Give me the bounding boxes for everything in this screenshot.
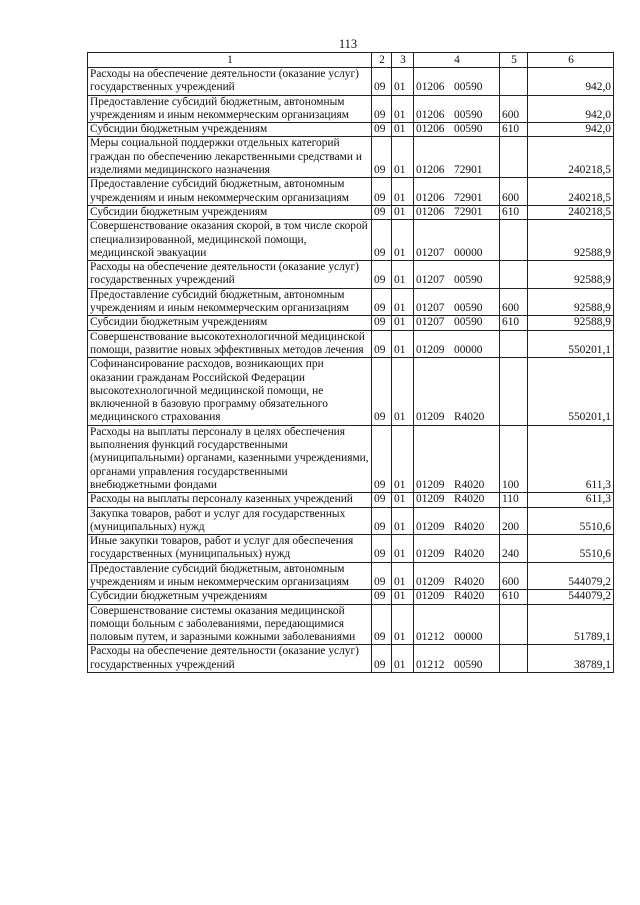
row-target-article-cell [414,493,500,507]
target-article-direction-code: 00000 [454,246,483,259]
target-article-direction-code: 00590 [454,302,483,315]
row-subsection-cell: 01 [392,358,414,425]
row-target-article-cell [414,205,500,219]
row-expense-type-cell: 610 [500,590,528,604]
row-target-article-cell [414,562,500,590]
row-amount-cell: 611,3 [528,493,614,507]
target-article-program-code: 01209 [416,411,445,424]
row-amount-cell: 5510,6 [528,507,614,535]
row-target-article-cell [414,288,500,316]
row-name-cell: Расходы на выплаты персоналу в целях обеспечения выполнения функций государственными (муниципальными) органами, казенными учреждениями, органами управления государственными внебюджетными фондами [88,425,372,492]
table-row [88,178,614,206]
row-amount-cell: 92588,9 [528,288,614,316]
target-article-direction-code: 00590 [454,81,483,94]
row-target-article-cell [414,358,500,425]
target-article-program-code: 01212 [416,631,445,644]
row-section-cell: 09 [372,493,392,507]
target-article-program-code: 01206 [416,191,445,204]
table-row [88,137,614,178]
row-expense-type-cell: 200 [500,507,528,535]
row-subsection-cell: 01 [392,205,414,219]
row-amount-cell: 550201,1 [528,330,614,358]
row-amount-cell: 611,3 [528,425,614,492]
row-expense-type-cell: 610 [500,123,528,137]
table-row [88,220,614,261]
row-target-article-cell [414,316,500,330]
header-cell-expense-type: 5 [500,53,528,68]
row-name-cell: Совершенствование системы оказания медицинской помощи больным с заболеваниями, передающимися половым путем, и заразными кожными заболеваниями [88,604,372,645]
target-article-program-code: 01206 [416,205,445,218]
row-subsection-cell: 01 [392,137,414,178]
row-name-cell: Предоставление субсидий бюджетным, автономным учреждениям и иным некоммерческим организациям [88,562,372,590]
page-number: 113 [338,37,358,51]
row-amount-cell: 240218,5 [528,137,614,178]
row-section-cell: 09 [372,590,392,604]
target-article-program-code: 01209 [416,343,445,356]
row-subsection-cell: 01 [392,645,414,673]
row-name-cell: Иные закупки товаров, работ и услуг для обеспечения государственных (муниципальных) нужд [88,535,372,563]
row-expense-type-cell [500,604,528,645]
row-section-cell: 09 [372,68,392,96]
header-cell-target-article: 4 [414,53,500,68]
row-amount-cell: 544079,2 [528,590,614,604]
table-row [88,425,614,492]
row-expense-type-cell: 600 [500,178,528,206]
row-target-article-cell [414,220,500,261]
row-target-article-cell [414,123,500,137]
header-cell-amount: 6 [528,53,614,68]
row-name-cell: Субсидии бюджетным учреждениям [88,123,372,137]
row-section-cell: 09 [372,288,392,316]
row-section-cell: 09 [372,123,392,137]
target-article-program-code: 01209 [416,520,445,533]
budget-table [87,52,614,673]
table-header-row [88,53,614,68]
row-subsection-cell: 01 [392,288,414,316]
row-section-cell: 09 [372,137,392,178]
row-amount-cell: 5510,6 [528,535,614,563]
header-cell-name: 1 [88,53,372,68]
target-article-direction-code: R4020 [454,590,485,603]
row-section-cell: 09 [372,316,392,330]
row-section-cell: 09 [372,95,392,123]
row-name-cell: Расходы на выплаты персоналу казенных учреждений [88,493,372,507]
table-row [88,590,614,604]
row-target-article-cell [414,604,500,645]
row-target-article-cell [414,137,500,178]
target-article-direction-code: 00590 [454,658,483,671]
target-article-program-code: 01209 [416,478,445,491]
table-row [88,645,614,673]
row-target-article-cell [414,507,500,535]
target-article-program-code: 01206 [416,81,445,94]
target-article-program-code: 01209 [416,548,445,561]
table-row [88,123,614,137]
row-section-cell: 09 [372,425,392,492]
target-article-direction-code: 00590 [454,316,483,329]
row-section-cell: 09 [372,261,392,289]
row-expense-type-cell [500,645,528,673]
row-section-cell: 09 [372,358,392,425]
row-expense-type-cell [500,220,528,261]
target-article-direction-code: 00590 [454,274,483,287]
row-section-cell: 09 [372,205,392,219]
row-expense-type-cell [500,261,528,289]
row-amount-cell: 92588,9 [528,220,614,261]
table-row [88,604,614,645]
target-article-program-code: 01207 [416,274,445,287]
row-section-cell: 09 [372,330,392,358]
row-subsection-cell: 01 [392,535,414,563]
row-section-cell: 09 [372,645,392,673]
row-amount-cell: 942,0 [528,95,614,123]
row-expense-type-cell [500,68,528,96]
table-row [88,493,614,507]
row-target-article-cell [414,261,500,289]
row-expense-type-cell: 600 [500,95,528,123]
row-expense-type-cell [500,358,528,425]
row-expense-type-cell: 110 [500,493,528,507]
row-subsection-cell: 01 [392,493,414,507]
table-row [88,562,614,590]
row-section-cell: 09 [372,178,392,206]
row-name-cell: Расходы на обеспечение деятельности (оказание услуг) государственных учреждений [88,68,372,96]
row-name-cell: Софинансирование расходов, возникающих при оказании гражданам Российской Федерации высокотехнологичной медицинской помощи, не включенной в базовую программу обязательного медицинского страхования [88,358,372,425]
table-row [88,95,614,123]
table-row [88,358,614,425]
row-subsection-cell: 01 [392,316,414,330]
row-expense-type-cell: 100 [500,425,528,492]
target-article-program-code: 01207 [416,246,445,259]
target-article-direction-code: R4020 [454,478,485,491]
target-article-direction-code: R4020 [454,520,485,533]
target-article-program-code: 01209 [416,575,445,588]
row-name-cell: Субсидии бюджетным учреждениям [88,316,372,330]
row-target-article-cell [414,95,500,123]
header-cell-section: 2 [372,53,392,68]
target-article-direction-code: R4020 [454,411,485,424]
row-amount-cell: 550201,1 [528,358,614,425]
row-name-cell: Предоставление субсидий бюджетным, автономным учреждениям и иным некоммерческим организациям [88,95,372,123]
row-amount-cell: 240218,5 [528,205,614,219]
table-row [88,288,614,316]
row-section-cell: 09 [372,562,392,590]
target-article-direction-code: 00590 [454,108,483,121]
target-article-program-code: 01206 [416,164,445,177]
row-target-article-cell [414,330,500,358]
row-target-article-cell [414,178,500,206]
row-name-cell: Субсидии бюджетным учреждениям [88,590,372,604]
target-article-direction-code: R4020 [454,548,485,561]
row-subsection-cell: 01 [392,68,414,96]
row-target-article-cell [414,535,500,563]
target-article-program-code: 01207 [416,316,445,329]
row-subsection-cell: 01 [392,123,414,137]
row-name-cell: Субсидии бюджетным учреждениям [88,205,372,219]
target-article-program-code: 01207 [416,302,445,315]
row-subsection-cell: 01 [392,261,414,289]
table-row [88,316,614,330]
row-subsection-cell: 01 [392,507,414,535]
table-row [88,261,614,289]
row-amount-cell: 942,0 [528,68,614,96]
row-name-cell: Закупка товаров, работ и услуг для государственных (муниципальных) нужд [88,507,372,535]
row-expense-type-cell: 600 [500,288,528,316]
target-article-direction-code: R4020 [454,493,485,506]
target-article-program-code: 01212 [416,658,445,671]
row-expense-type-cell [500,330,528,358]
row-subsection-cell: 01 [392,95,414,123]
row-section-cell: 09 [372,220,392,261]
row-target-article-cell [414,645,500,673]
row-target-article-cell [414,590,500,604]
row-name-cell: Меры социальной поддержки отдельных категорий граждан по обеспечению лекарственными средствами и изделиями медицинского назначения [88,137,372,178]
target-article-direction-code: 72901 [454,191,483,204]
row-expense-type-cell: 240 [500,535,528,563]
row-subsection-cell: 01 [392,330,414,358]
row-name-cell: Совершенствование оказания скорой, в том числе скорой специализированной, медицинской помощи, медицинской эвакуации [88,220,372,261]
target-article-program-code: 01209 [416,590,445,603]
row-amount-cell: 240218,5 [528,178,614,206]
target-article-direction-code: 72901 [454,164,483,177]
row-expense-type-cell: 610 [500,316,528,330]
table-row [88,68,614,96]
row-name-cell: Предоставление субсидий бюджетным, автономным учреждениям и иным некоммерческим организациям [88,288,372,316]
target-article-direction-code: 00000 [454,631,483,644]
target-article-program-code: 01206 [416,123,445,136]
row-subsection-cell: 01 [392,220,414,261]
row-section-cell: 09 [372,604,392,645]
table-row [88,507,614,535]
row-subsection-cell: 01 [392,604,414,645]
row-subsection-cell: 01 [392,562,414,590]
target-article-direction-code: 00590 [454,123,483,136]
row-section-cell: 09 [372,507,392,535]
row-amount-cell: 92588,9 [528,261,614,289]
table-row [88,535,614,563]
row-amount-cell: 942,0 [528,123,614,137]
row-name-cell: Совершенствование высокотехнологичной медицинской помощи, развитие новых эффективных методов лечения [88,330,372,358]
target-article-program-code: 01206 [416,108,445,121]
row-amount-cell: 38789,1 [528,645,614,673]
header-cell-subsection: 3 [392,53,414,68]
table-row [88,205,614,219]
target-article-direction-code: 00000 [454,343,483,356]
row-name-cell: Расходы на обеспечение деятельности (оказание услуг) государственных учреждений [88,261,372,289]
target-article-direction-code: 72901 [454,205,483,218]
row-target-article-cell [414,68,500,96]
row-expense-type-cell: 610 [500,205,528,219]
row-subsection-cell: 01 [392,590,414,604]
row-name-cell: Расходы на обеспечение деятельности (оказание услуг) государственных учреждений [88,645,372,673]
row-amount-cell: 544079,2 [528,562,614,590]
row-amount-cell: 92588,9 [528,316,614,330]
row-subsection-cell: 01 [392,178,414,206]
table-row [88,330,614,358]
target-article-direction-code: R4020 [454,575,485,588]
row-expense-type-cell: 600 [500,562,528,590]
row-subsection-cell: 01 [392,425,414,492]
target-article-program-code: 01209 [416,493,445,506]
row-section-cell: 09 [372,535,392,563]
row-amount-cell: 51789,1 [528,604,614,645]
row-name-cell: Предоставление субсидий бюджетным, автономным учреждениям и иным некоммерческим организациям [88,178,372,206]
row-target-article-cell [414,425,500,492]
row-expense-type-cell [500,137,528,178]
